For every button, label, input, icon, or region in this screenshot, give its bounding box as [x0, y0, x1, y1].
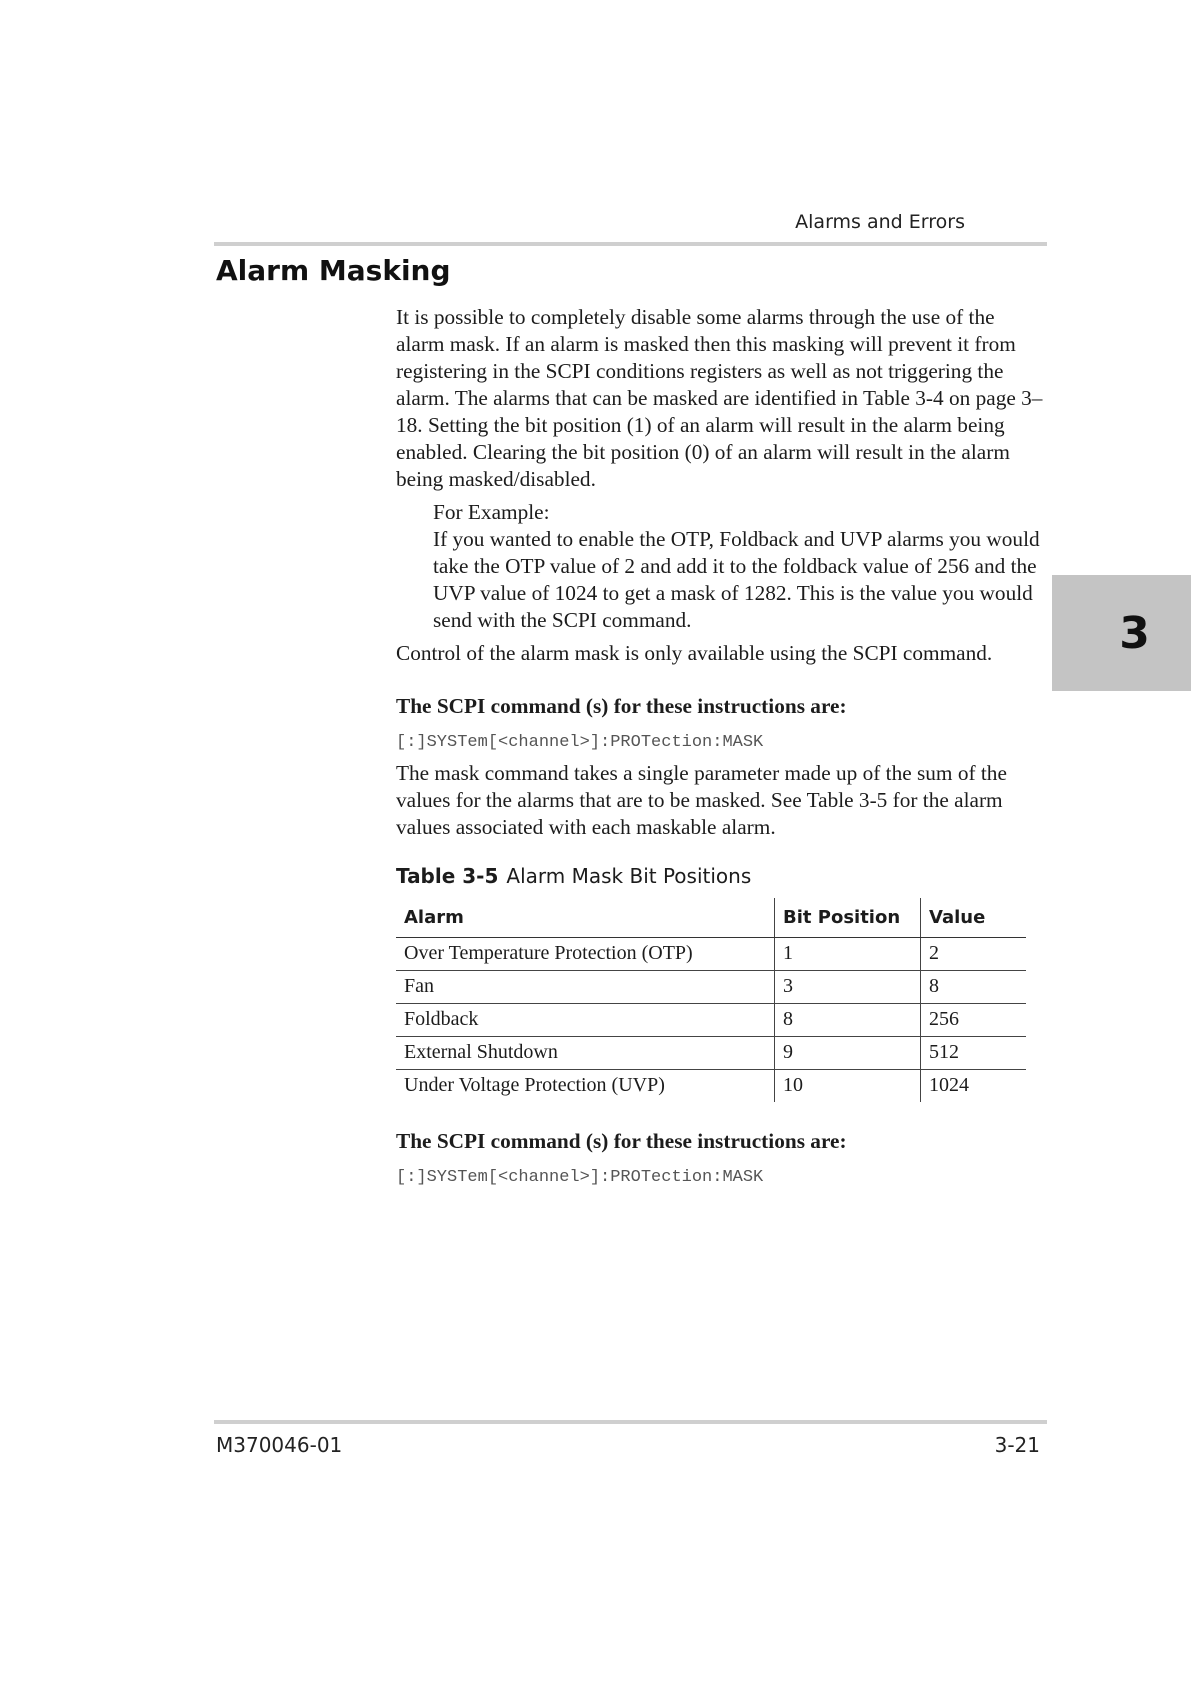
document-number: M370046-01 [216, 1433, 343, 1457]
alarm-mask-table [396, 898, 1026, 1102]
scpi-heading-2: The SCPI command (s) for these instructions are: [396, 1129, 847, 1153]
table-row [396, 1004, 1026, 1037]
cell-bit-position: 8 [775, 1004, 921, 1037]
cell-alarm: Under Voltage Protection (UVP) [404, 1074, 665, 1096]
table-caption-number: Table 3-5 [396, 864, 499, 888]
cell-value: 256 [921, 1004, 1027, 1037]
body-column [396, 304, 1046, 1189]
example-block [433, 499, 1046, 634]
chapter-number: 3 [1119, 607, 1150, 659]
example-label: For Example: [433, 500, 550, 524]
header-bit-position: Bit Position [775, 898, 921, 938]
table-row [396, 971, 1026, 1004]
table-caption-title: Alarm Mask Bit Positions [506, 864, 752, 888]
table-row [396, 938, 1026, 971]
cell-alarm: Over Temperature Protection (OTP) [396, 938, 775, 971]
cell-bit-position: 9 [775, 1037, 921, 1070]
control-note: Control of the alarm mask is only available using the SCPI command. [396, 641, 993, 665]
table-caption [396, 863, 1046, 890]
chapter-tab [1052, 575, 1191, 691]
header-rule [214, 242, 1047, 246]
cell-value: 2 [921, 938, 1027, 971]
cell-alarm: Fan [396, 971, 775, 1004]
table-header-row [396, 898, 1026, 938]
cell-value: 512 [921, 1037, 1027, 1070]
intro-paragraph: It is possible to completely disable some alarms through the use of the alarm mask. If an alarm is masked then this masking will prevent it from registering in the SCPI conditions registers as well as not triggering the alarm. The alarms that can be masked are identified in Table 3-4 on page 3–18. Setting the bit position (1) of an alarm will result in the alarm being enabled. Clearing the bit position (0) of an alarm will result in the alarm being masked/disabled. [396, 305, 1043, 491]
table-row [396, 1037, 1026, 1070]
cell-value: 8 [921, 971, 1027, 1004]
table-row [396, 1070, 1026, 1103]
header-value: Value [921, 898, 1027, 938]
scpi-command-2: [:]SYSTem[<channel>]:PROTection:MASK [396, 1168, 764, 1187]
footer-rule [214, 1420, 1047, 1424]
cell-value: 1024 [921, 1070, 1027, 1103]
cell-bit-position: 1 [775, 938, 921, 971]
cell-alarm: External Shutdown [396, 1037, 775, 1070]
header-alarm: Alarm [396, 898, 775, 938]
cell-alarm: Foldback [396, 1004, 775, 1037]
scpi-heading-1: The SCPI command (s) for these instructions are: [396, 694, 847, 718]
example-text: If you wanted to enable the OTP, Foldback and UVP alarms you would take the OTP value of 2 and add it to the foldback value of 256 and the UVP value of 1024 to get a mask of 1282. This is the value you would send with the SCPI command. [433, 527, 1040, 632]
page-number: 3-21 [994, 1433, 1040, 1457]
cell-bit-position: 3 [775, 971, 921, 1004]
section-title: Alarm Masking [216, 254, 451, 287]
running-header: Alarms and Errors [795, 211, 965, 233]
cell-bit-position: 10 [775, 1070, 921, 1103]
scpi-command-1: [:]SYSTem[<channel>]:PROTection:MASK [396, 733, 764, 752]
mask-description: The mask command takes a single parameter made up of the sum of the values for the alarms that are to be masked. See Table 3-5 for the alarm values associated with each maskable alarm. [396, 761, 1007, 839]
